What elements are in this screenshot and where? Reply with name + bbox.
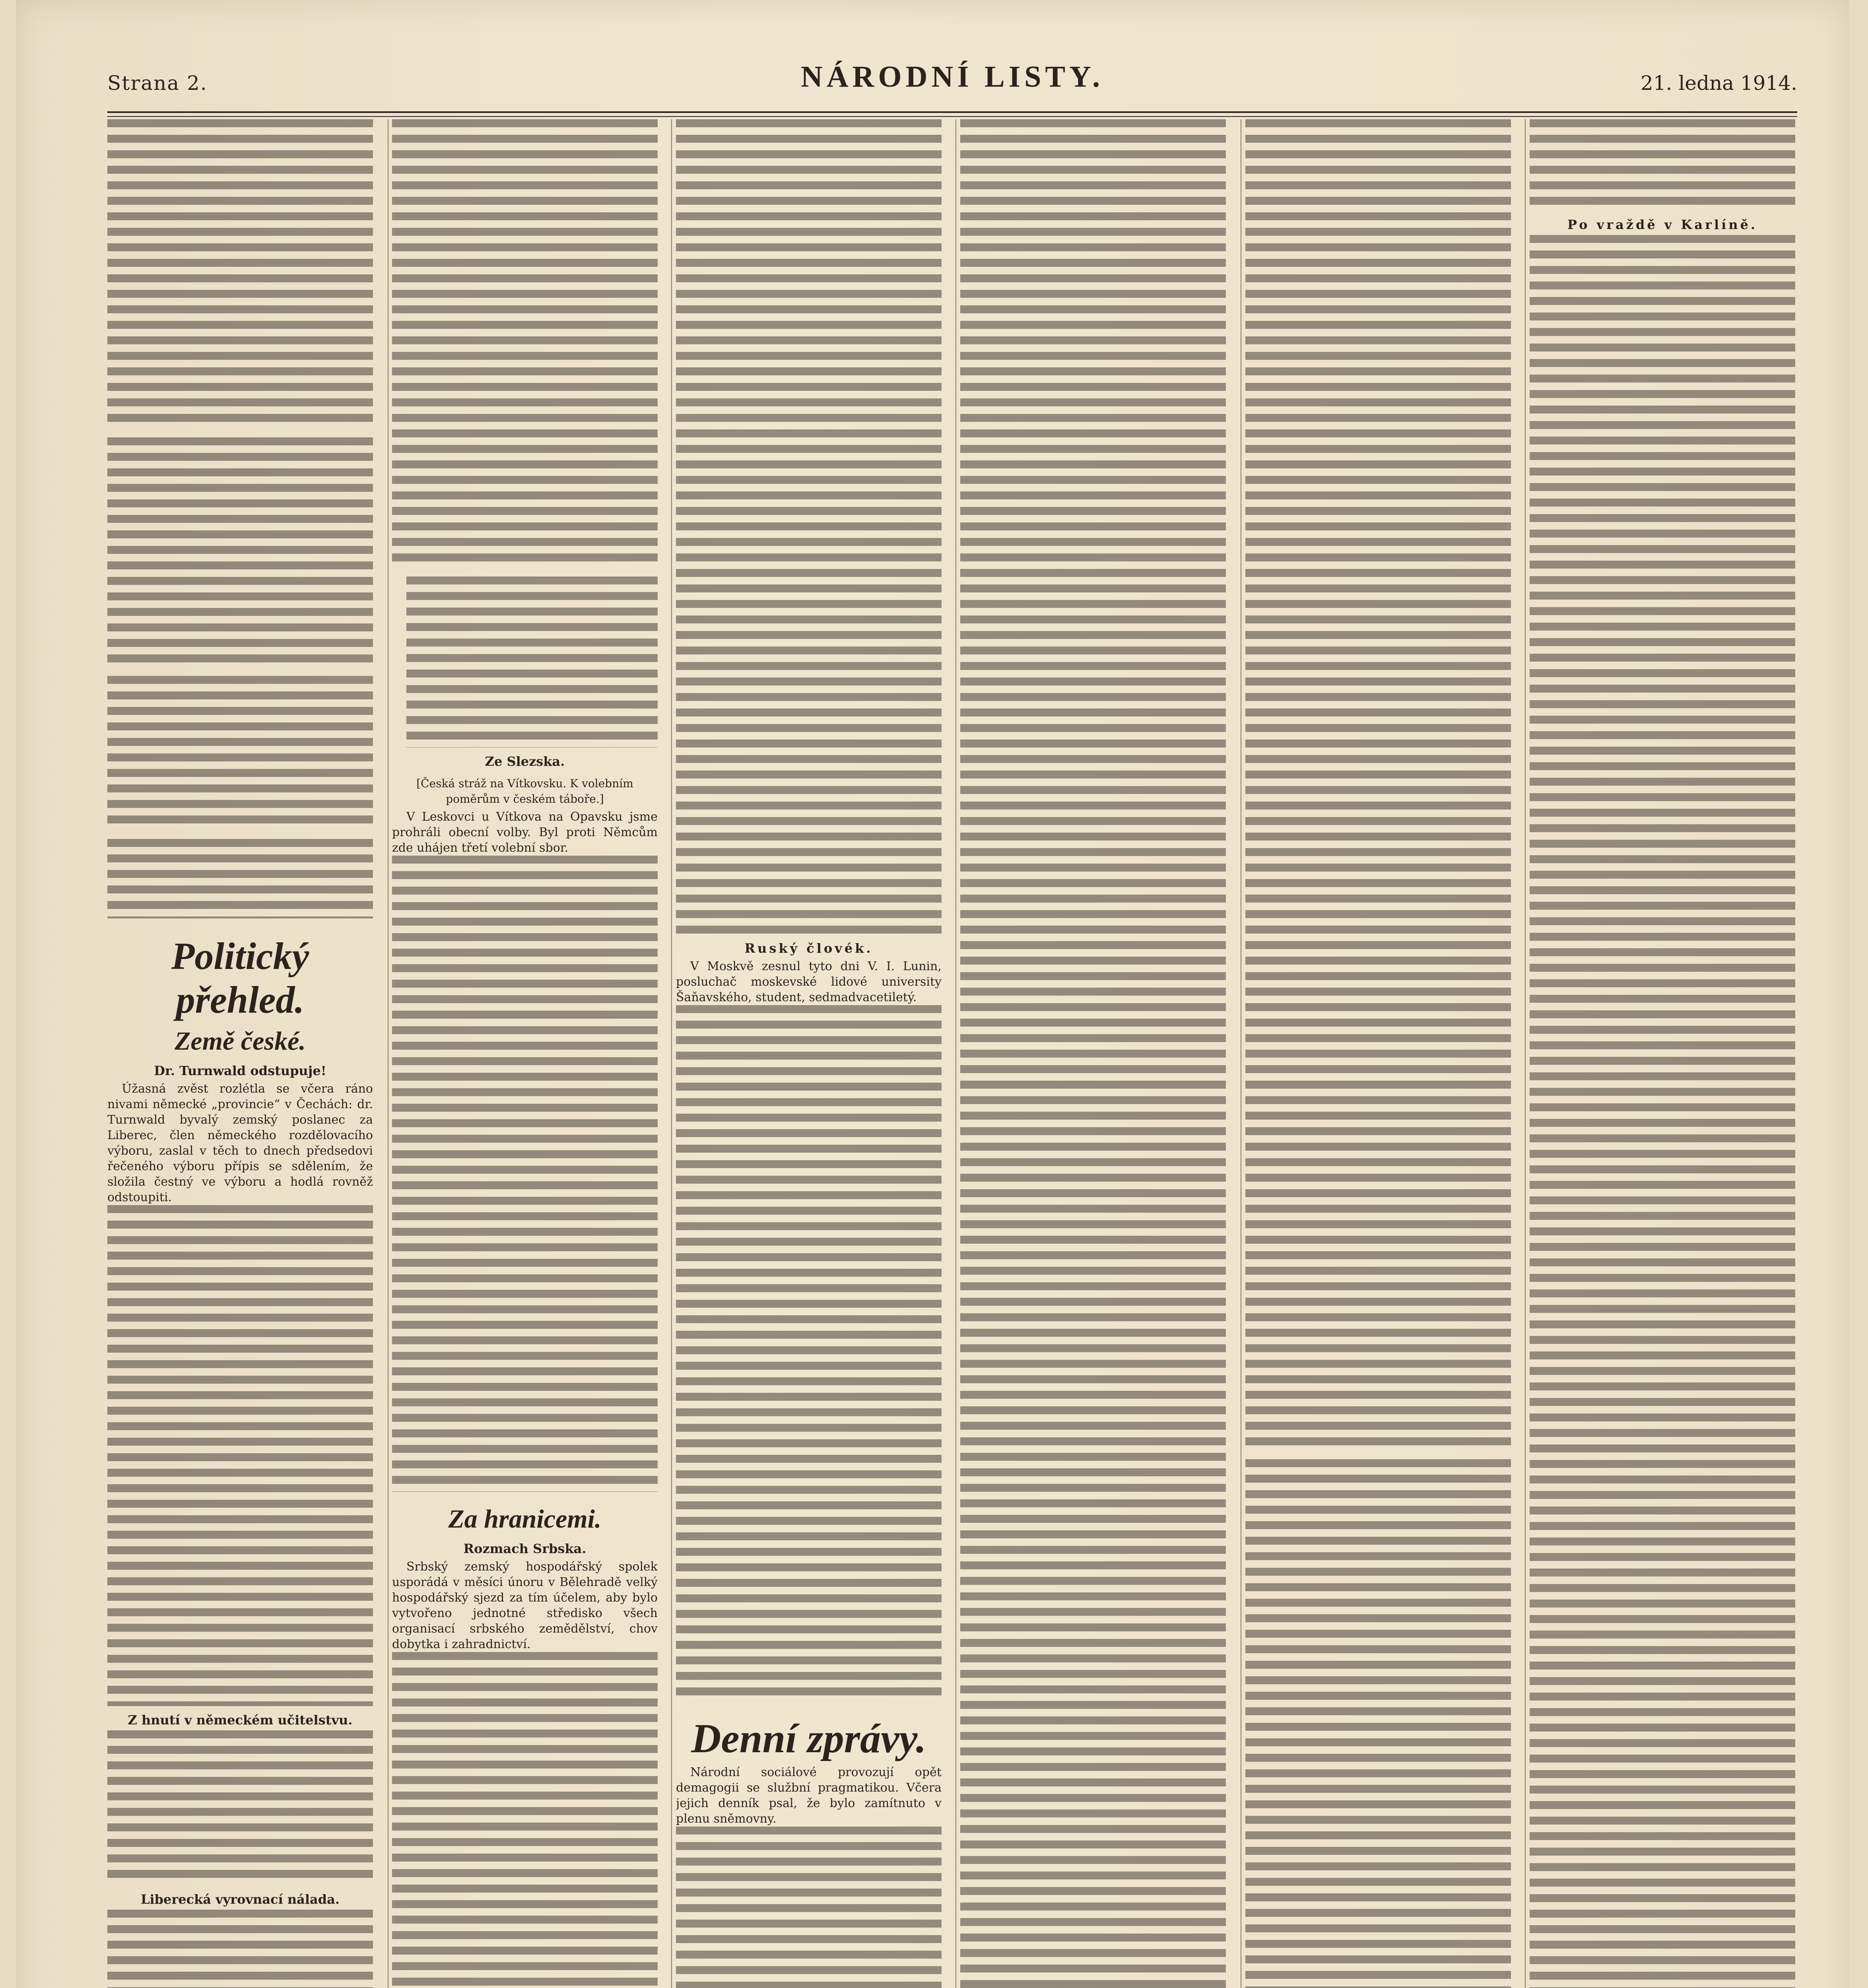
column-5	[1245, 119, 1511, 1988]
text-placeholder	[392, 1652, 658, 1988]
text-placeholder	[107, 1205, 373, 1706]
issue-date: 21. ledna 1914.	[1640, 72, 1797, 95]
text-placeholder	[676, 1827, 942, 1988]
text-placeholder	[107, 676, 373, 831]
page-number: Strana 2.	[107, 72, 208, 95]
text-placeholder	[1530, 119, 1795, 211]
text-placeholder	[1530, 235, 1795, 1988]
text-placeholder	[107, 437, 373, 668]
text-placeholder	[392, 119, 658, 569]
article-body: Národní sociálové provozují opět demagogii se službní pragmatikou. Včera jejich denník psal, že bylo zamítnuto v plenu sněmovny.	[676, 1765, 942, 1826]
article-title: Dr. Turnwald odstupuje!	[154, 1063, 326, 1078]
text-placeholder	[107, 119, 373, 429]
article-title: Ze Slezska.	[485, 754, 565, 769]
text-placeholder	[107, 1730, 373, 1885]
text-placeholder	[406, 577, 658, 747]
column-rule	[671, 119, 672, 1988]
section-subheading: Za hranicemi.	[448, 1505, 602, 1534]
article-title: Z hnutí v německém učitelstvu.	[128, 1712, 353, 1728]
column-6	[1530, 119, 1795, 1988]
text-placeholder	[107, 839, 373, 918]
column-3	[676, 119, 942, 1988]
article-title: Liberecká vyrovnací nálada.	[140, 1892, 340, 1907]
text-placeholder	[676, 119, 942, 934]
text-placeholder	[392, 856, 658, 1492]
text-placeholder	[107, 1910, 373, 1988]
masthead-title: NÁRODNÍ LISTY.	[800, 60, 1104, 93]
article-title: Ruský človék.	[744, 941, 873, 956]
article-title: Rozmach Srbska.	[463, 1541, 586, 1556]
article-body: Úžasná zvěst rozlétla se včera ráno nivami německé „provincie“ v Čechách: dr. Turnwald byvalý zemský poslanec za Liberec, člen německého rozdělovacího výboru, zaslal v těch to dnech předsedovi řečeného výboru přípis se sdělením, že složila čestný ve výboru a hodlá rovněž odstoupiti.	[107, 1082, 373, 1204]
text-placeholder	[960, 119, 1226, 1988]
section-subheading: Země české.	[175, 1027, 306, 1056]
text-placeholder	[1245, 119, 1511, 1451]
article-body: Srbský zemský hospodářský spolek usporádá v měsíci únoru v Bělehradě velký hospodářský sjezd za tím účelem, aby bylo vytvořeno jednotné středisko všech organisací srbského zemědělství, chov dobytka i zahradnictví.	[392, 1560, 658, 1651]
section-heading: Politický přehled.	[171, 935, 309, 1021]
text-placeholder	[676, 1005, 942, 1701]
column-2	[392, 119, 658, 1988]
page-header	[107, 60, 1797, 107]
column-4	[960, 119, 1226, 1988]
section-heading: Denní zprávy.	[691, 1716, 926, 1761]
article-title: Po vraždě v Karlíně.	[1567, 217, 1758, 232]
newspaper-page	[16, 0, 1849, 1988]
column-rule	[1525, 119, 1526, 1988]
article-body: V Moskvě zesnul tyto dni V. I. Lunin, posluchač moskevské lidové university Šaňavského, student, sedmadvacetiletý.	[676, 959, 942, 1004]
article-subtitle: [Česká stráž na Vítkovsku. K volebním poměrům v českém táboře.]	[416, 777, 633, 806]
column-rule	[955, 119, 956, 1988]
article-body: V Leskovci u Vítkova na Opavsku jsme prohráli obecní volby. Byl proti Němcům zde uhájen třetí volební sbor.	[392, 810, 658, 855]
article-columns	[107, 119, 1797, 1988]
text-placeholder	[1245, 1459, 1511, 1988]
header-rule	[107, 111, 1797, 117]
column-1	[107, 119, 373, 1988]
